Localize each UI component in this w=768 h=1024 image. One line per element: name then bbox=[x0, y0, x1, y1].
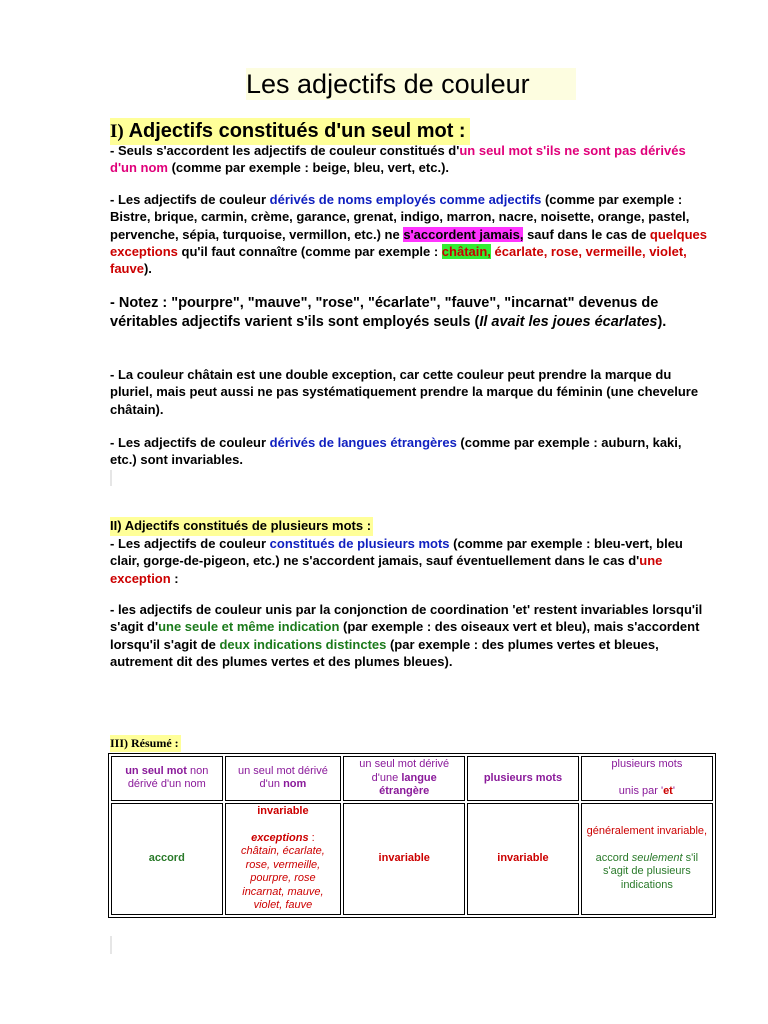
text-run: non dérivé d'un nom bbox=[127, 764, 209, 791]
text-run: (par exemple : des oiseaux vert et bleu), mais s'accordent lorsqu'il s'agit de bbox=[110, 619, 700, 652]
text-run: nom bbox=[283, 778, 307, 791]
section-2-number: II) bbox=[110, 518, 122, 533]
text-run: langue étrangère bbox=[379, 771, 437, 797]
text-run: ). bbox=[143, 261, 152, 277]
section-2-paragraph-2 bbox=[110, 601, 710, 670]
text-run: - Les adjectifs de couleur bbox=[110, 192, 270, 207]
text-run: - Les adjectifs de couleur bbox=[110, 435, 270, 450]
table-header-cell bbox=[581, 756, 713, 801]
text-run: invariable bbox=[257, 804, 309, 817]
text-run: - Notez : "pourpre", "mauve", "rose", "écarlate", "fauve", "incarnat" devenus de véritables adjectifs varient s'ils sont employés seuls ( bbox=[110, 295, 659, 330]
highlight-text: constitués de plusieurs mots bbox=[269, 536, 450, 551]
text-run: unis par ' bbox=[618, 785, 664, 797]
text-run: qu'il faut connaître (comme par exemple : bbox=[177, 243, 442, 259]
text-run: un seul mot dérivé d'une bbox=[359, 758, 450, 784]
text-run: - Seuls s'accordent les adjectifs de couleur constitués d' bbox=[110, 143, 460, 158]
highlight-text: s'accordent jamais, bbox=[403, 226, 524, 242]
table-header-cell bbox=[111, 756, 223, 801]
section-1-paragraph-2 bbox=[110, 191, 710, 277]
highlight-text: une seule et même indication bbox=[158, 619, 340, 635]
text-run: invariable bbox=[497, 851, 549, 864]
table-header-cell bbox=[343, 756, 465, 801]
highlight-text: dérivés de noms employés comme adjectifs bbox=[269, 192, 542, 207]
table-row bbox=[111, 803, 713, 915]
table-cell bbox=[467, 803, 579, 915]
table-cell bbox=[343, 803, 465, 915]
table-header-cell bbox=[225, 756, 342, 801]
example-text: Il avait les joues écarlates bbox=[479, 314, 658, 330]
text-run: plusieurs mots bbox=[611, 758, 683, 770]
summary-table bbox=[108, 753, 716, 918]
text-run: (par exemple : des plumes vertes et bleues, autrement dit des plumes vertes et des plumes bleues). bbox=[110, 636, 659, 669]
text-run: sauf dans le cas de bbox=[523, 226, 650, 242]
text-run: exceptions bbox=[251, 831, 309, 844]
section-1-paragraph-1 bbox=[110, 142, 710, 177]
section-3-title: III) Résumé : bbox=[110, 736, 179, 750]
text-run: ). bbox=[657, 314, 667, 330]
text-run: s'il s'agit de plusieurs indications bbox=[603, 851, 699, 891]
section-1-heading bbox=[110, 118, 470, 145]
text-run: : bbox=[308, 831, 315, 844]
text-run: seulement bbox=[631, 851, 683, 864]
table-header-cell bbox=[467, 756, 579, 801]
text-run: (comme par exemple : auburn, kaki, etc.) sont invariables. bbox=[110, 435, 682, 468]
highlight-text: écarlate, rose, vermeille, violet, fauve bbox=[110, 243, 687, 277]
text-run: - Les adjectifs de couleur bbox=[110, 536, 270, 551]
text-run: un seul mot bbox=[125, 764, 187, 777]
text-run: accord bbox=[595, 851, 632, 864]
section-2-paragraph-1 bbox=[110, 535, 710, 587]
margin-mark bbox=[110, 470, 112, 486]
page-title-text: Les adjectifs de couleur bbox=[246, 69, 530, 99]
text-run: invariable bbox=[378, 851, 430, 864]
text-run: (comme par exemple : beige, bleu, vert, etc.). bbox=[167, 160, 450, 176]
highlight-text: deux indications distinctes bbox=[219, 636, 387, 652]
section-1-paragraph-3 bbox=[110, 294, 720, 332]
text-run: plusieurs mots bbox=[483, 771, 563, 784]
table-header-row bbox=[111, 756, 713, 801]
text-run: châtain, écarlate, rose, vermeille, pourpre, rose incarnat, mauve, violet, fauve bbox=[241, 845, 325, 911]
section-2-title: Adjectifs constitués de plusieurs mots : bbox=[121, 518, 372, 533]
table-cell bbox=[581, 803, 713, 915]
margin-mark bbox=[110, 936, 112, 954]
text-run: et bbox=[663, 785, 673, 797]
text-run: ' bbox=[672, 785, 675, 797]
text-run: généralement invariable bbox=[586, 824, 705, 837]
text-run: un seul mot dérivé d'un bbox=[237, 764, 328, 791]
section-1-paragraph-5 bbox=[110, 434, 710, 469]
highlight-text: quelques exceptions bbox=[110, 226, 707, 259]
text-run: , bbox=[704, 824, 708, 837]
section-3-heading bbox=[110, 735, 181, 752]
section-1-number: I) bbox=[110, 121, 124, 142]
section-2-heading bbox=[110, 517, 373, 536]
highlight-text: une exception bbox=[110, 553, 663, 586]
section-1-paragraph-4: - La couleur châtain est une double exception, car cette couleur peut prendre la marque du pluriel, mais peut aussi ne pas systématiquement prendre la marque du féminin (une chevelure châtain). bbox=[110, 367, 699, 417]
page-title bbox=[246, 68, 576, 100]
text-run: - les adjectifs de couleur unis par la conjonction de coordination 'et' restent invariables lorsqu'il s'agit d' bbox=[110, 602, 703, 635]
section-1-title: Adjectifs constitués d'un seul mot : bbox=[128, 120, 466, 142]
table-cell bbox=[225, 803, 342, 915]
text-run: : bbox=[170, 570, 179, 586]
text-run: (comme par exemple : bleu-vert, bleu clair, gorge-de-pigeon, etc.) ne s'accordent jamais, sauf éventuellement dans le cas d' bbox=[110, 536, 683, 569]
table-cell bbox=[111, 803, 223, 915]
highlight-text: châtain, bbox=[441, 243, 491, 259]
highlight-text: dérivés de langues étrangères bbox=[269, 435, 457, 450]
highlight-text: un seul mot s'ils ne sont pas dérivés d'un nom bbox=[110, 143, 686, 176]
text-run: accord bbox=[148, 851, 185, 864]
text-run: (comme par exemple : Bistre, brique, carmin, crème, garance, grenat, indigo, marron, nacre, noisette, orange, pastel, pervenche, sépia, turquoise, vermillon, etc.) ne bbox=[110, 192, 690, 242]
